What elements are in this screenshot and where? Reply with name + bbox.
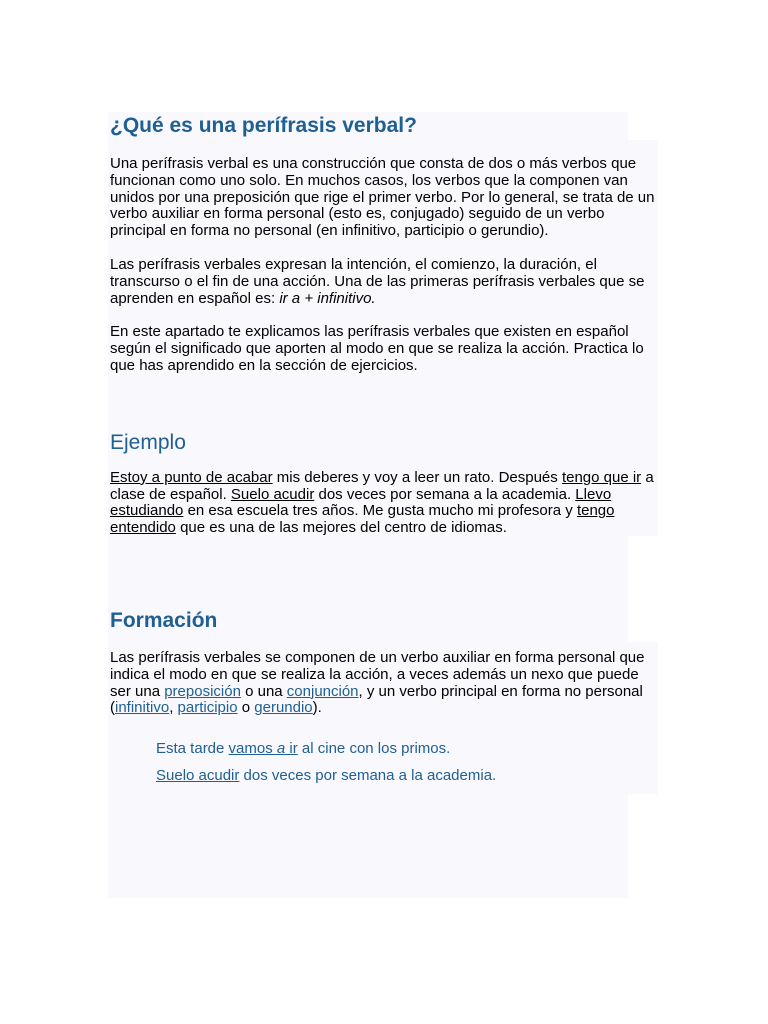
example-vamos-a-ir	[156, 740, 658, 757]
document-body	[110, 112, 658, 784]
ejemplo-text-1: mis deberes y voy a leer un rato. Después	[272, 468, 562, 486]
paragraph-ejemplo	[110, 470, 658, 537]
example-2-suelo-acudir: Suelo acudir	[156, 767, 240, 785]
link-preposicion[interactable]: preposición	[164, 682, 241, 700]
paragraph-formacion	[110, 650, 658, 717]
paragraph-definition: Una perífrasis verbal es una construcción que consta de dos o más verbos que funcionan como uno solo. En muchos casos, los verbos que la componen van unidos por una preposición que rige el primer verbo. Por lo general, se trata de un verbo auxiliar en forma personal (esto es, conjugado) seguido de un verbo principal en forma no personal (en infinitivo, participio o gerundio).	[110, 155, 655, 240]
formacion-text-1: Las perífrasis verbales se componen de un verbo auxiliar en forma personal que indica el modo en que se realiza la acción, a veces además un nexo que puede ser una	[110, 648, 645, 700]
formacion-text-4: ,	[169, 699, 178, 717]
formacion-text-3: , y un verbo principal en forma no personal (	[110, 682, 643, 717]
periphrasis-estoy-a-punto: Estoy a punto de acabar	[110, 468, 273, 486]
link-gerundio[interactable]: gerundio	[254, 699, 313, 717]
formacion-text-2: o una	[240, 682, 287, 700]
example-2-post: dos veces por semana a la academia.	[239, 767, 497, 785]
ejemplo-text-3: dos veces por semana a la academia.	[314, 485, 576, 503]
paragraph-expresan-text: Las perífrasis verbales expresan la intención, el comienzo, la duración, el transcurso o el fin de una acción. Una de las primeras perífrasis verbales que se aprenden en español es:	[110, 255, 645, 307]
link-participio[interactable]: participio	[177, 699, 238, 717]
example-suelo-acudir	[156, 767, 658, 784]
ejemplo-text-4: en esa escuela tres años. Me gusta mucho mi profesora y	[183, 502, 577, 520]
periphrasis-llevo-estudiando: Llevo estudiando	[110, 485, 612, 520]
background-panel-bottom	[108, 794, 628, 898]
example-1-pre: Esta tarde	[156, 740, 229, 758]
formacion-text-6: ).	[312, 699, 322, 717]
link-conjuncion[interactable]: conjunción	[286, 682, 359, 700]
section-title-perifrasis: ¿Qué es una perífrasis verbal?	[110, 114, 417, 137]
ejemplo-text-2: a clase de español.	[110, 468, 654, 503]
formula-ir-a-infinitivo: ir a + infinitivo.	[279, 289, 376, 307]
section-title-ejemplo: Ejemplo	[110, 430, 186, 454]
example-1-vamos: vamos	[228, 740, 277, 758]
periphrasis-tengo-que-ir: tengo que ir	[561, 468, 642, 486]
periphrasis-tengo-entendido: tengo entendido	[110, 502, 615, 537]
example-1-ir: ir	[285, 740, 298, 758]
ejemplo-text-5: que es una de las mejores del centro de idiomas.	[175, 519, 507, 537]
example-1-post: al cine con los primos.	[297, 740, 451, 758]
paragraph-expresan	[110, 257, 658, 307]
link-infinitivo[interactable]: infinitivo	[115, 699, 170, 717]
example-1-a: a	[276, 740, 286, 758]
formacion-text-5: o	[237, 699, 255, 717]
section-title-formacion: Formación	[110, 608, 218, 632]
paragraph-apartado: En este apartado te explicamos las perífrasis verbales que existen en español según el significado que aporten al modo en que se realiza la acción. Practica lo que has aprendido en la sección de ejercicios.	[110, 323, 644, 374]
periphrasis-suelo-acudir: Suelo acudir	[230, 485, 315, 503]
